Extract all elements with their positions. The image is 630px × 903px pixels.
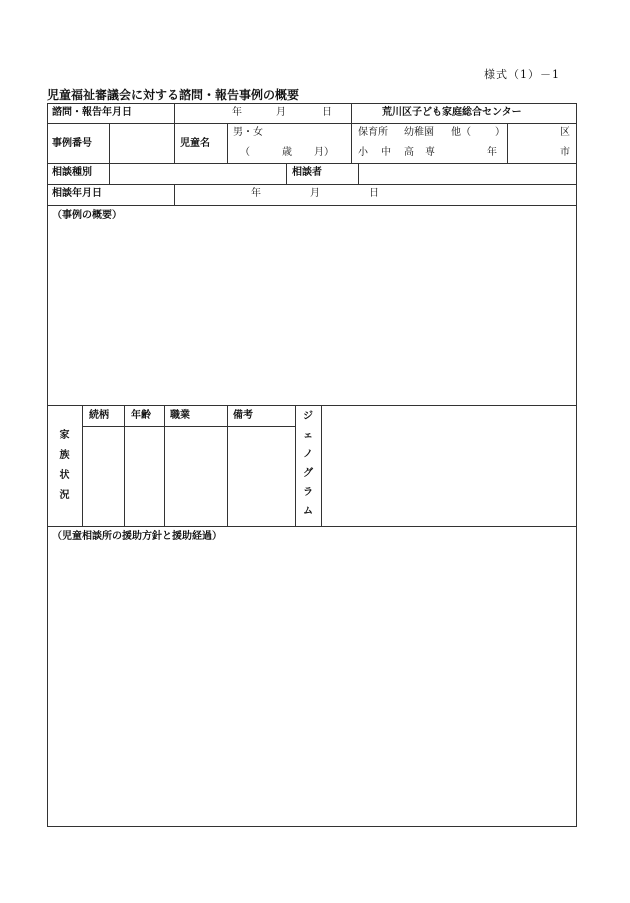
consult-date-label: 相談年月日: [52, 188, 102, 199]
genogram-area[interactable]: [323, 407, 575, 525]
school-other-close: ）: [495, 127, 505, 138]
school-junior-high[interactable]: 中: [381, 147, 391, 158]
case-summary-label: （事例の概要）: [52, 210, 122, 221]
gender-select[interactable]: 男・女: [233, 127, 263, 138]
consult-date-month[interactable]: 月: [310, 188, 320, 199]
age-unit[interactable]: 歳: [282, 147, 292, 158]
consult-type-label: 相談種別: [52, 167, 92, 178]
city-field[interactable]: 市: [560, 147, 570, 158]
consultant-label: 相談者: [292, 167, 322, 178]
child-name-label: 児童名: [180, 138, 210, 149]
inquiry-date-label: 諮問・報告年月日: [52, 107, 132, 118]
school-other-open[interactable]: 他（: [451, 127, 471, 138]
col-age: 年齢: [131, 410, 151, 421]
consult-date-year[interactable]: 年: [251, 188, 261, 199]
school-daycare[interactable]: 保育所: [358, 127, 388, 138]
school-kindergarten[interactable]: 幼稚園: [404, 127, 434, 138]
consult-date-day[interactable]: 日: [369, 188, 379, 199]
center-name: 荒川区子ども家庭総合センター: [382, 107, 522, 118]
col-occupation: 職業: [170, 410, 190, 421]
form-number: 様式（1）－1: [484, 68, 560, 81]
month-close[interactable]: 月）: [314, 147, 334, 158]
family-situation-label: 家 族 状 況: [59, 430, 70, 501]
col-remarks: 備考: [233, 410, 253, 421]
school-high[interactable]: 高: [404, 147, 414, 158]
case-number-label: 事例番号: [52, 138, 92, 149]
inquiry-date-month[interactable]: 月: [276, 107, 286, 118]
case-summary-input[interactable]: [52, 226, 572, 402]
school-elementary[interactable]: 小: [358, 147, 368, 158]
school-vocational[interactable]: 専: [425, 147, 435, 158]
genogram-label: ジ ェ ノ グ ラ ム: [303, 411, 313, 517]
inquiry-date-year[interactable]: 年: [232, 107, 242, 118]
age-open: （: [240, 147, 250, 158]
policy-label: （児童相談所の援助方針と援助経過）: [52, 531, 222, 542]
col-relation: 続柄: [89, 410, 109, 421]
inquiry-date-day[interactable]: 日: [322, 107, 332, 118]
ward-field[interactable]: 区: [560, 127, 570, 138]
school-grade[interactable]: 年: [487, 147, 497, 158]
policy-input[interactable]: [52, 547, 572, 823]
page-title: 児童福祉審議会に対する諮問・報告事例の概要: [47, 88, 300, 102]
